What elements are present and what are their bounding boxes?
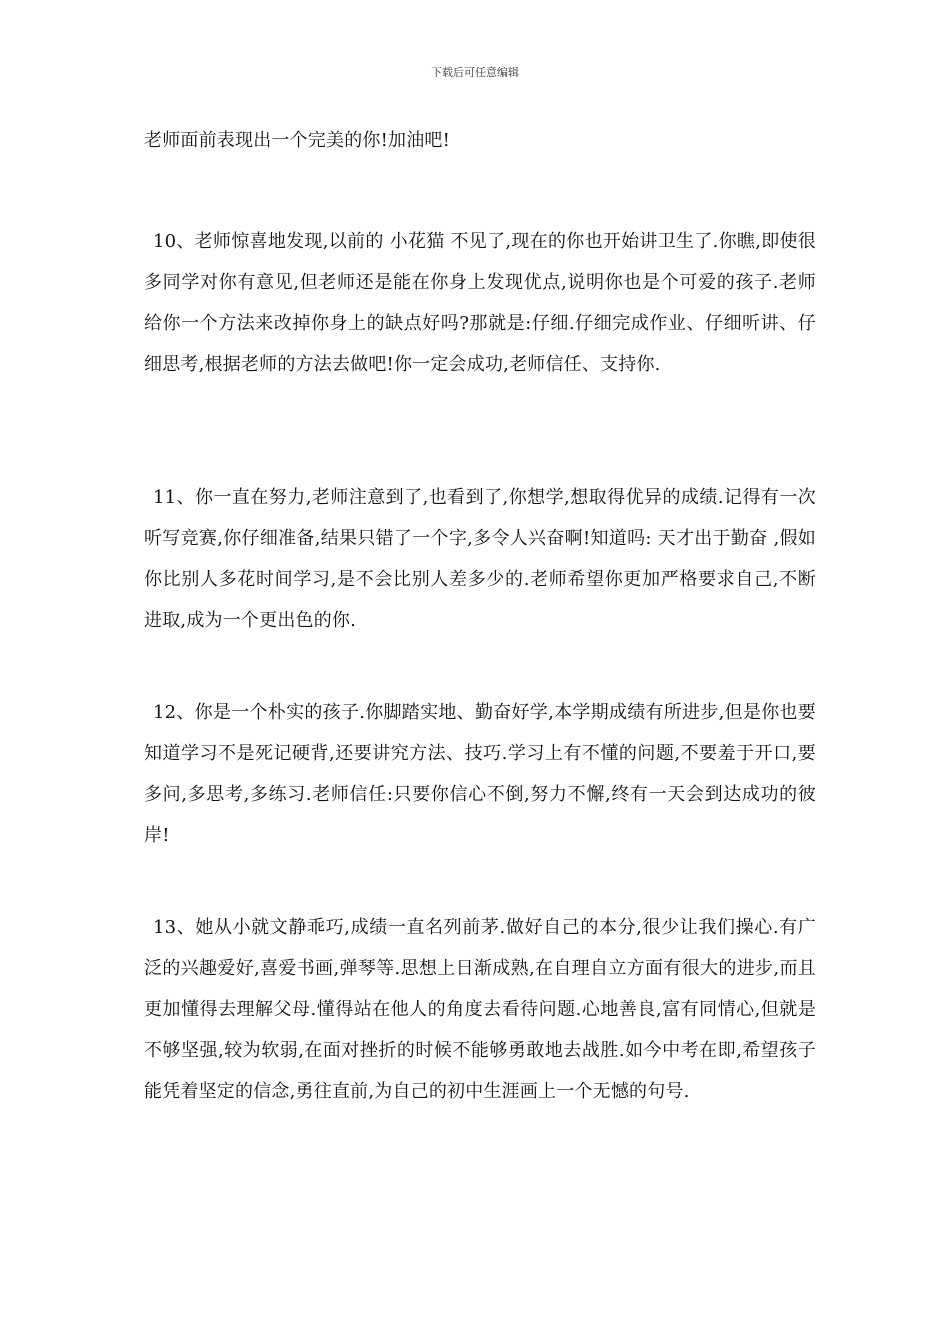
paragraph-comment-10: 10、老师惊喜地发现,以前的 小花猫 不见了,现在的你也开始讲卫生了.你瞧,即使很多同学对你有意见,但老师还是能在你身上发现优点,说明你也是个可爱的孩子.老师给你一个方法来改掉你身上的缺点好吗?那就是:仔细.仔细完成作业、仔细听讲、仔细思考,根据老师的方法去做吧!你一定会成功,老师信任、支持你. <box>144 231 816 375</box>
paragraph-comment-13: 13、她从小就文静乖巧,成绩一直名列前茅.做好自己的本分,很少让我们操心.有广泛的兴趣爱好,喜爱书画,弹琴等.思想上日渐成熟,在自理自立方面有很大的进步,而且更加懂得去理解父母.懂得站在他人的角度去看待问题.心地善良,富有同情心,但就是不够坚强,较为软弱,在面对挫折的时候不能够勇敢地去战胜.如今中考在即,希望孩子能凭着坚定的信念,勇往直前,为自己的初中生涯画上一个无憾的句号. <box>144 917 816 1102</box>
page-header: 下载后可任意编辑 <box>431 66 519 79</box>
paragraph-comment-11: 11、你一直在努力,老师注意到了,也看到了,你想学,想取得优异的成绩.记得有一次听写竞赛,你仔细准备,结果只错了一个字,多令人兴奋啊!知道吗: 天才出于勤奋 ,假如你比别人多花时间学习,是不会比别人差多少的.老师希望你更加严格要求自己,不断进取,成为一个更出色的你. <box>144 487 816 631</box>
paragraph-comment-12: 12、你是一个朴实的孩子.你脚踏实地、勤奋好学,本学期成绩有所进步,但是你也要知道学习不是死记硬背,还要讲究方法、技巧.学习上有不懂的问题,不要羞于开口,要多问,多思考,多练习.老师信任:只要你信心不倒,努力不懈,终有一天会到达成功的彼岸! <box>144 702 816 846</box>
paragraph-continuation: 老师面前表现出一个完美的你!加油吧! <box>144 130 451 151</box>
